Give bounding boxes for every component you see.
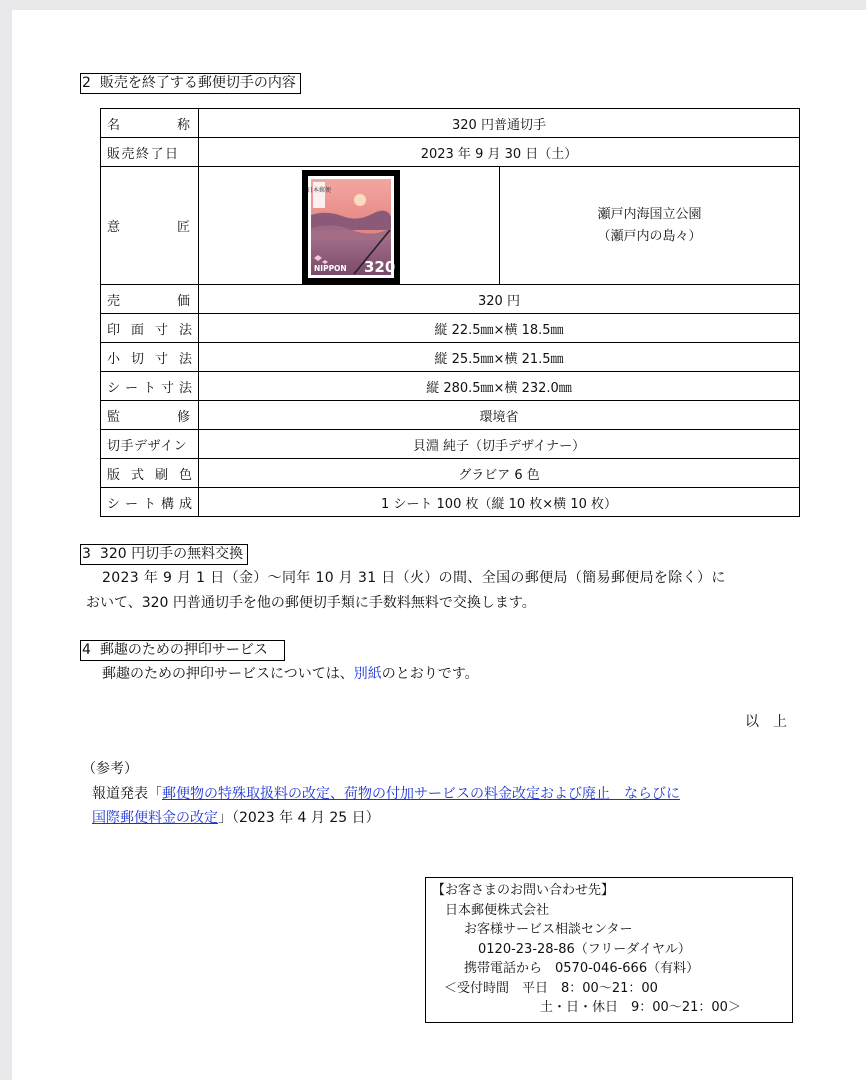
label-print-size [101,314,199,343]
label-char: 構 [160,496,174,512]
value-end-date: 2023 年 9 月 30 日（土） [199,138,800,167]
value-sheet-config: 1 シート 100 枚（縦 10 枚×横 10 枚） [199,488,800,517]
section-4-title: 郵趣のための押印サービス [99,642,268,658]
table-row [101,138,800,167]
label-char: 称 [176,117,190,133]
table-row [101,488,800,517]
section-4-text-before: 郵趣のための押印サービスについては、 [102,666,354,682]
value-small-size: 縦 25.5㎜×横 21.5㎜ [199,343,800,372]
label-char: 小 [107,351,121,367]
label-name [101,109,199,138]
label-char: ー [124,496,138,512]
stamp-country-text: 日本郵便 [306,187,332,194]
table-row [101,167,800,285]
reference-suffix: 」（2023 年 4 月 25 日） [218,810,380,826]
label-char: 法 [178,351,192,367]
label-char: 監 [107,409,121,425]
label-designer: 切手デザイン [101,430,199,459]
section-2-number: 2 [82,75,91,91]
design-desc-line2: （瀬戸内の島々） [597,228,702,244]
contact-box [425,877,793,1023]
value-name: 320 円普通切手 [199,109,800,138]
closing-mark: 以 上 [745,714,787,730]
table-row [101,430,800,459]
label-char: 式 [130,467,144,483]
section-4-heading [80,640,285,661]
section-3-heading [80,544,248,565]
label-sheet-config [101,488,199,517]
label-char: 寸 [154,322,168,338]
label-small-size [101,343,199,372]
label-char: 修 [176,409,190,425]
reference-line1 [92,782,680,806]
table-row [101,285,800,314]
label-char: 寸 [160,380,174,396]
label-char: シ [107,496,121,512]
label-char: ト [142,496,156,512]
section-4-text [102,662,479,686]
value-printing: グラビア 6 色 [199,459,800,488]
label-char: 成 [178,496,192,512]
contact-hours-weekend: 土・日・休日 9：00～21：00＞ [540,1000,741,1015]
value-price: 320 円 [199,285,800,314]
table-row [101,343,800,372]
contact-mobile: 携帯電話から 0570-046-666（有料） [464,961,700,976]
label-sheet-size [101,372,199,401]
label-design [101,167,199,285]
label-char: 法 [178,322,192,338]
section-4-number: 4 [82,642,91,658]
document-page [12,10,866,1080]
label-char: 法 [178,380,192,396]
section-3-line1: 2023 年 9 月 1 日（金）～同年 10 月 31 日（火）の間、全国の郵便局（簡易郵便局を除く）に [102,570,726,586]
stamp-spec-table [100,108,800,517]
contact-center: お客様サービス相談センター [464,922,633,937]
value-print-size: 縦 22.5㎜×横 18.5㎜ [199,314,800,343]
value-supervision: 環境省 [199,401,800,430]
table-row [101,459,800,488]
label-char: ー [124,380,138,396]
value-sheet-size: 縦 280.5㎜×横 232.0㎜ [199,372,800,401]
label-char: ト [142,380,156,396]
label-char: 面 [130,322,144,338]
attachment-link[interactable]: 別紙 [353,666,382,682]
design-description [500,167,800,285]
label-char: 意 [107,220,121,235]
contact-header: 【お客さまのお問い合わせ先】 [432,883,615,898]
label-char: 売 [107,293,121,309]
label-end-date: 販売終了日 [101,138,199,167]
label-char: 版 [107,467,121,483]
section-2-heading [80,73,301,94]
section-2-title: 販売を終了する郵便切手の内容 [99,75,296,91]
reference-line2 [92,806,380,830]
section-4-text-after: のとおりです。 [381,666,479,682]
table-row [101,314,800,343]
press-release-link[interactable]: 郵便物の特殊取扱料の改定、荷物の付加サービスの料金改定および廃止 ならびに [162,786,680,802]
label-char: 切 [130,351,144,367]
table-row [101,109,800,138]
stamp-image [302,170,400,284]
section-3-number: 3 [82,546,91,562]
contact-freedial: 0120-23-28-86（フリーダイヤル） [478,941,691,957]
reference-heading: （参考） [82,761,138,777]
stamp-latin-text: NIPPON [314,264,347,273]
label-char: 印 [107,322,121,338]
contact-company: 日本郵便株式会社 [445,902,550,918]
table-row [101,372,800,401]
section-3-title: 320 円切手の無料交換 [99,546,244,562]
stamp-value-text: 320 [364,258,396,276]
label-char: シ [107,380,121,396]
label-char: 名 [107,117,121,133]
reference-prefix: 報道発表「 [92,786,162,802]
stamp-illustration [302,170,400,284]
table-row [101,401,800,430]
label-price [101,285,199,314]
label-supervision [101,401,199,430]
value-designer: 貝淵 純子（切手デザイナー） [199,430,800,459]
label-char: 寸 [154,351,168,367]
press-release-link-continued[interactable]: 国際郵便料金の改定 [92,810,218,826]
design-desc-line1: 瀬戸内海国立公園 [597,206,702,222]
label-char: 匠 [176,220,190,235]
label-char: 価 [176,293,190,309]
label-printing [101,459,199,488]
label-char: 色 [178,467,192,483]
contact-hours-weekday: ＜受付時間 平日 8：00～21：00 [444,980,658,996]
label-char: 刷 [154,467,168,483]
section-3-line2: おいて、320 円普通切手を他の郵便切手類に手数料無料で交換します。 [86,595,536,611]
